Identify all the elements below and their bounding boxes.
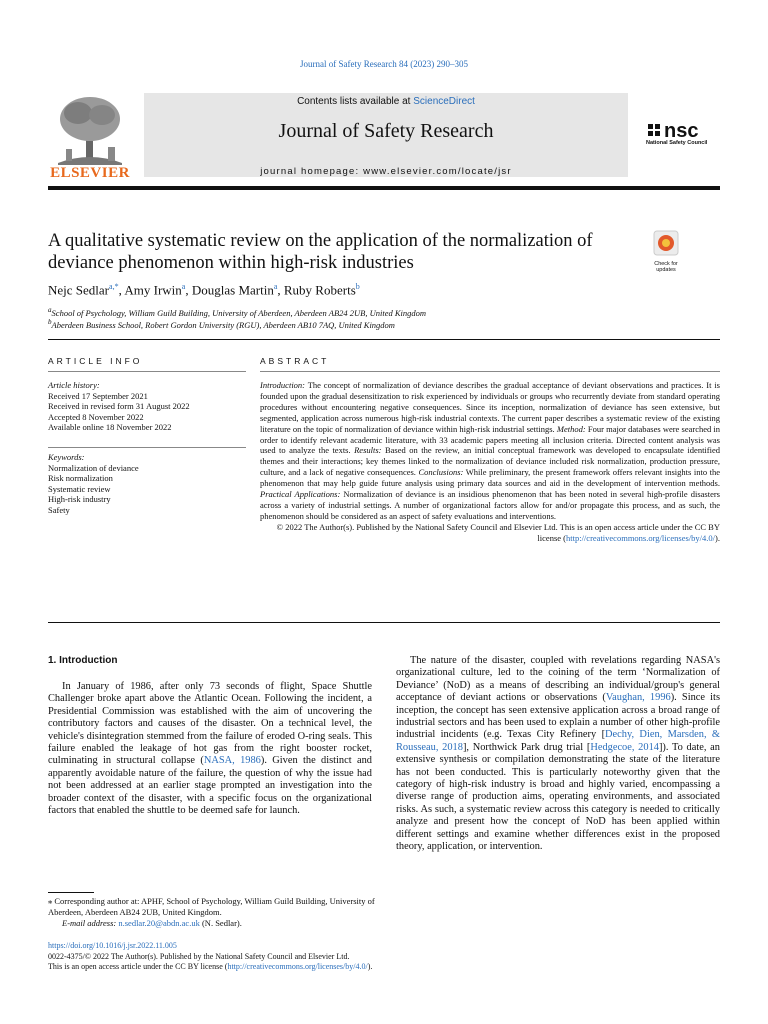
author-name[interactable]: Amy Irwin: [124, 282, 182, 298]
contents-line: [144, 96, 628, 107]
copyright-pre: © 2022 The Author(s). Published by the National Safety Council and Elsevier Ltd. This is an open access article under the CC BY license (: [276, 521, 720, 543]
citation-link[interactable]: Hedgecoe, 2014: [590, 741, 659, 753]
author-name[interactable]: Douglas Martin: [191, 282, 274, 298]
abstract-intro: The concept of normalization of deviance describes the gradual acceptance of deviant observations and practices. It is founded upon the gradual desensitization to risk experienced by individuals or groups who recurrently deviate from standard operating procedures without encountering negative consequences. Since its inception, normalization of deviance has seen extensive, but segmented, application across numerous high-risk industrial contexts. The current paper describes a systematic review of the existing literature on the topic of normalization of deviance within high-risk industrial settings.: [260, 380, 720, 434]
abstract-body: [260, 380, 720, 522]
license-post: ).: [367, 962, 373, 971]
header-rule: [48, 186, 720, 190]
keywords: [48, 452, 248, 515]
doi-link[interactable]: https://doi.org/10.1016/j.jsr.2022.11.005: [48, 941, 177, 950]
history-item: Accepted 8 November 2022: [48, 411, 144, 422]
check-updates-label: Check for updates: [654, 261, 678, 273]
copyright-line: [260, 522, 720, 544]
citation-link[interactable]: Dechy, Dien, Marsden, & Rousseau, 2018: [396, 729, 720, 753]
body-text: ). Since its inception, the concept has seen extensive application across a broad range of industrial sectors and has been used to explain a number of other high-profile industrial incidents (e.g. Texas City Refinery [: [396, 692, 720, 741]
affiliation-a-text: School of Psychology, William Guild Building, University of Aberdeen, Aberdeen AB24 2UB, United Kingdom: [51, 307, 427, 318]
article-title: A qualitative systematic review on the application of the normalization of deviance phenomenon within high-risk industries: [48, 231, 593, 273]
abstract-bottom-rule: [48, 622, 720, 623]
keywords-rule: [48, 447, 246, 448]
check-updates-icon: [646, 230, 686, 256]
issn-line: 0022-4375/© 2022 The Author(s). Published by the National Safety Council and Elsevier Ltd.: [48, 951, 350, 961]
keyword: Systematic review: [48, 483, 111, 494]
doi-block: [48, 941, 548, 973]
cc-license-link[interactable]: http://creativecommons.org/licenses/by/4.0/: [565, 532, 716, 543]
author-affiliation-mark[interactable]: a: [181, 282, 186, 291]
affiliation-a: $^a$School of Psychology, William Guild Building, University of Aberdeen, Aberdeen AB24 2UB, United Kingdom: [48, 306, 427, 318]
keyword: Normalization of deviance: [48, 462, 139, 473]
citation-link[interactable]: NASA, 1986: [203, 755, 261, 767]
journal-homepage[interactable]: journal homepage: www.elsevier.com/locate/jsr: [260, 166, 512, 177]
author-affiliation-mark[interactable]: a,*: [109, 282, 119, 291]
article-history: [48, 380, 248, 433]
abstract-method: Four major databases were searched in order to identify relevant academic literature, with 33 academic papers meeting all inclusion criteria. Directed content analysis was used to analyze the texts.: [260, 423, 721, 456]
abstract-results: Based on the review, an initial conceptual framework was developed to encapsulate identified themes and their interactions; key themes linked to the normalization of deviance included risk normalization, production pressure, culture, and a lack of negative consequences.: [260, 445, 721, 478]
sciencedirect-link[interactable]: ScienceDirect: [413, 96, 475, 107]
license-link[interactable]: http://creativecommons.org/licenses/by/4.0/: [227, 962, 368, 971]
footnote-rule: [48, 892, 94, 893]
keywords-label: Keywords:: [48, 452, 85, 462]
history-label: Article history:: [48, 380, 100, 390]
article-info-label: ARTICLE INFO: [48, 356, 143, 366]
check-for-updates-button[interactable]: [646, 230, 686, 273]
body-paragraph: [396, 655, 720, 854]
keyword: High-risk industry: [48, 494, 111, 504]
abstract-practical-label: Practical Applications:: [260, 489, 341, 500]
abstract-conclusions-label: Conclusions:: [418, 467, 464, 478]
history-item: Received in revised form 31 August 2022: [48, 401, 190, 411]
email-line: [48, 918, 378, 929]
section-heading: 1. Introduction: [48, 655, 118, 666]
copyright-post: ).: [715, 532, 720, 543]
affiliation-b: $^b$Aberdeen Business School, Robert Gordon University (RGU), Aberdeen AB10 7AQ, United Kingdom: [48, 318, 395, 330]
nsc-logo-text: nsc: [664, 120, 699, 142]
affiliation-b-text: Aberdeen Business School, Robert Gordon University (RGU), Aberdeen AB10 7AQ, United Kingdom: [51, 319, 395, 330]
journal-title[interactable]: Journal of Safety Research: [278, 120, 494, 142]
author-affiliation-mark[interactable]: a: [273, 282, 278, 291]
author-affiliation-mark[interactable]: b: [355, 282, 360, 291]
corresponding-author-note: ⁎ Corresponding author at: APHF, School of Psychology, William Guild Building, University of Aberdeen, Aberdeen AB24 2UB, United Kingdom.: [48, 896, 375, 917]
body-text: The nature of the disaster, coupled with revelations regarding NASA's organizational culture, led to the coining of the term ‘Normalization of Deviance’ (NoD) as a means of describing an individual/group's general acceptance of deviant actions or observations (: [396, 655, 720, 704]
elsevier-wordmark: ELSEVIER: [50, 165, 130, 181]
abstract-practical: Normalization of deviance is an insidious phenomenon that has been noted in several high-profile disasters across a variety of industrial settings. A number of organizational factors allow for and/or propagate this process, and as such, the phenomenon should be considered as an aspect of safety evaluations and interventions.: [260, 489, 720, 521]
abstract-text: [260, 380, 720, 544]
abstract-intro-label: Introduction:: [260, 380, 306, 390]
history-item: Available online 18 November 2022: [48, 422, 172, 432]
history-item: Received 17 September 2021: [48, 390, 148, 401]
author-list: Nejc Sedlar$^{a,*}$, Amy Irwin$^a$, Douglas Martin$^a$, Ruby Roberts$^b$: [48, 282, 360, 298]
email-label: E-mail address:: [62, 918, 117, 928]
email-suffix: (N. Sedlar).: [199, 918, 242, 928]
abstract-conclusions: While preliminary, the present framework offers relevant insights into the phenomenon that may help guide future analysis using primary data sources and aid in the development of intervention methods.: [260, 467, 720, 489]
body-text: ]). To date, an extensive synthesis or compilation demonstrating the state of the literature has not been conducted. This is particularly noteworthy given that the category of high-risk industry is broad and highly varied, encompassing a diverse range of production aims, operating environments, and associated risks. As such, a systematic review across this category is needed to critically analyze and present how the concept of NoD has been applied within different settings and examine whether differences exist in the proposed theory, application, or intervention.: [396, 741, 720, 853]
citation-link[interactable]: Vaughan, 1996: [605, 692, 671, 704]
nsc-subtitle: National Safety Council: [646, 140, 708, 146]
section-rule: [48, 339, 720, 340]
author-name[interactable]: Ruby Roberts: [283, 282, 356, 298]
keyword: Risk normalization: [48, 473, 113, 483]
abstract-method-label: Method:: [556, 423, 586, 434]
license-pre: This is an open access article under the CC BY license (: [48, 962, 228, 971]
abstract-rule: [260, 371, 720, 372]
article-info-rule: [48, 371, 246, 372]
email-link[interactable]: n.sedlar.20@abdn.ac.uk: [118, 918, 200, 928]
footnote: [48, 896, 378, 929]
author-name[interactable]: Nejc Sedlar: [48, 282, 110, 298]
body-paragraph: [48, 681, 372, 817]
body-text: ). Given the distinct and apparently avoidable nature of the failure, the question of why the issue had not been addressed at an earlier stage prompted an investigation into the broader context of the disaster, with a specific focus on the organizational factors that enabled the shuttle to be deemed safe for launch.: [48, 755, 372, 817]
abstract-results-label: Results:: [354, 445, 382, 456]
journal-reference[interactable]: Journal of Safety Research 84 (2023) 290–305: [300, 59, 468, 69]
body-text: In January of 1986, after only 73 seconds of flight, Space Shuttle Challenger broke apart above the Atlantic Ocean. Following the incident, a Presidential Commission was established with the aim of uncovering the contributory factors and causes of the disaster. On a technical level, the vehicle's disintegration stemmed from the failure of eroded O-ring seals. This failure enabled the leakage of hot gas from the right booster rocket, culminating in structural collapse (: [48, 681, 372, 767]
license-line: [48, 962, 548, 973]
abstract-label: ABSTRACT: [260, 356, 330, 366]
contents-prefix: Contents lists available at: [297, 96, 414, 107]
body-text: ], Northwick Park drug trial [: [462, 741, 591, 753]
keyword: Safety: [48, 504, 70, 515]
